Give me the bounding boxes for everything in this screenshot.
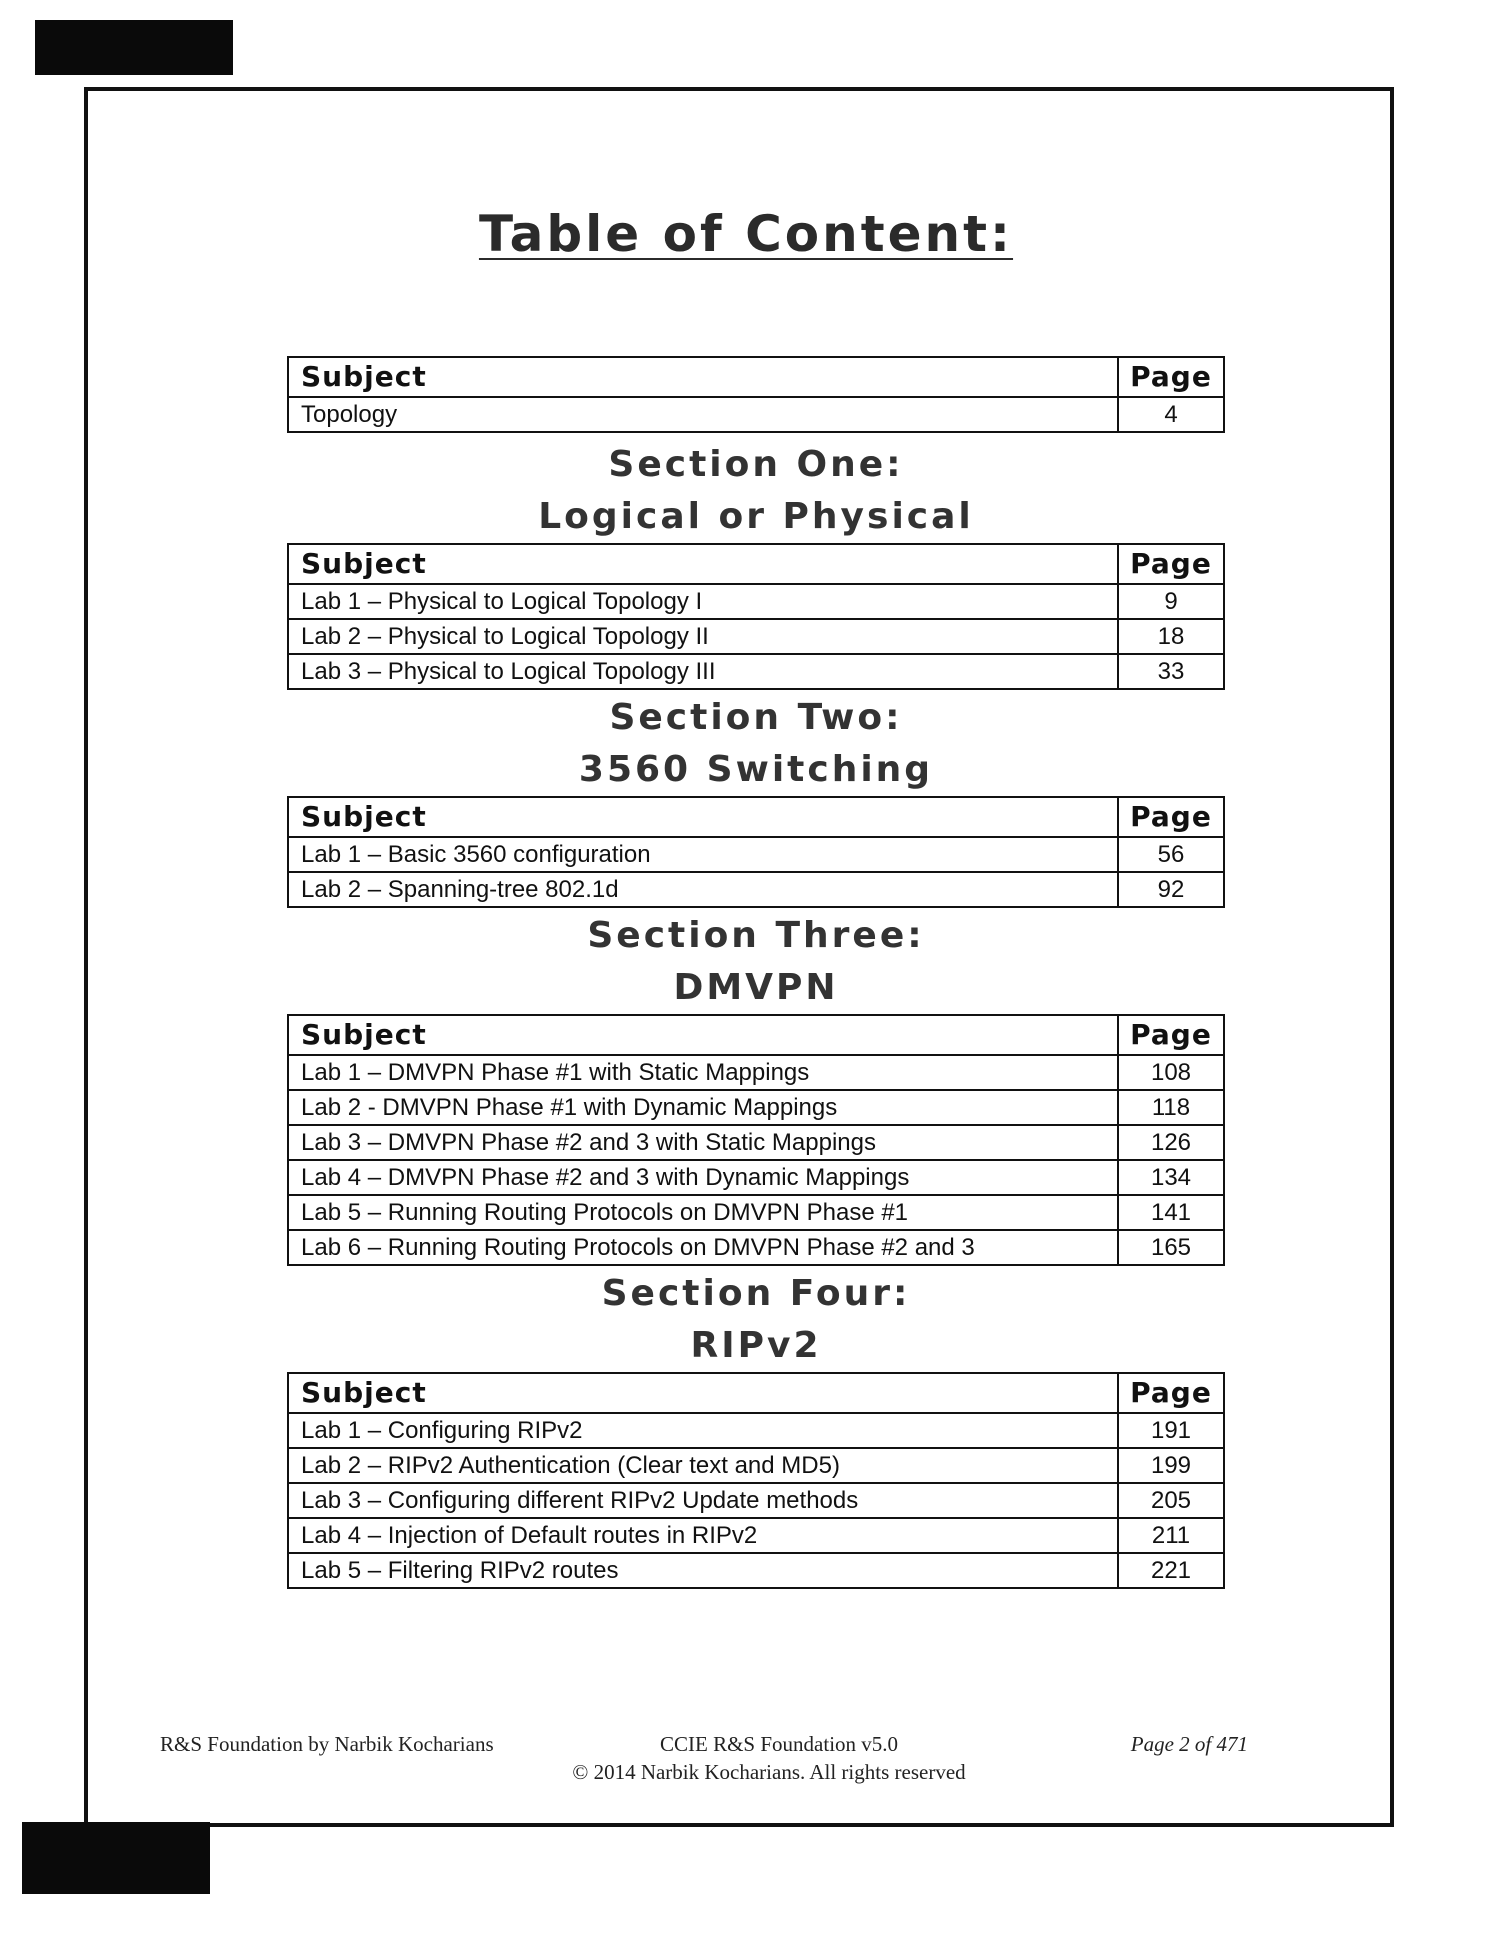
subject-cell: Lab 4 – DMVPN Phase #2 and 3 with Dynamic Mappings (288, 1160, 1118, 1195)
table-row (288, 1483, 1224, 1518)
page-header: Page (1118, 357, 1224, 397)
page-number-cell: 92 (1118, 872, 1224, 907)
page-number-cell: 18 (1118, 619, 1224, 654)
redaction-bar-bottom (22, 1822, 210, 1894)
subject-cell: Lab 1 – Physical to Logical Topology I (288, 584, 1118, 619)
table-row (288, 654, 1224, 689)
table-row (288, 1230, 1224, 1265)
table-row (288, 1125, 1224, 1160)
section-title: 3560 Switching (578, 749, 934, 790)
subject-cell: Lab 3 – DMVPN Phase #2 and 3 with Static Mappings (288, 1125, 1118, 1160)
subject-cell: Lab 5 – Filtering RIPv2 routes (288, 1553, 1118, 1588)
table-row (288, 1090, 1224, 1125)
table-header-row (288, 1373, 1224, 1413)
intro-table (287, 356, 1225, 433)
section-one-heading (287, 439, 1225, 543)
section-title: Logical or Physical (538, 496, 974, 537)
subject-cell: Lab 3 – Physical to Logical Topology III (288, 654, 1118, 689)
table-header-row (288, 797, 1224, 837)
section-one-table (287, 543, 1225, 690)
section-two-table (287, 796, 1225, 908)
subject-header: Subject (288, 357, 1118, 397)
subject-header: Subject (288, 797, 1118, 837)
section-label: Section Four: (601, 1273, 911, 1314)
section-four-table (287, 1372, 1225, 1589)
footer-page-number: Page 2 of 471 (1130, 1732, 1248, 1756)
page-number-cell: 118 (1118, 1090, 1224, 1125)
section-two-heading (287, 692, 1225, 796)
redaction-bar-top (35, 20, 233, 75)
table-row (288, 837, 1224, 872)
section-three-table (287, 1014, 1225, 1266)
page-number-cell: 221 (1118, 1553, 1224, 1588)
page-number-cell: 126 (1118, 1125, 1224, 1160)
page-footer (160, 1732, 1248, 1785)
subject-header: Subject (288, 1015, 1118, 1055)
subject-cell: Lab 2 – RIPv2 Authentication (Clear text and MD5) (288, 1448, 1118, 1483)
page-header: Page (1118, 544, 1224, 584)
table-row (288, 1413, 1224, 1448)
subject-cell: Lab 2 – Spanning-tree 802.1d (288, 872, 1118, 907)
table-row (288, 1553, 1224, 1588)
subject-cell: Topology (288, 397, 1118, 432)
table-row (288, 1448, 1224, 1483)
page-number-cell: 4 (1118, 397, 1224, 432)
footer-copyright: © 2014 Narbik Kocharians. All rights reserved (572, 1760, 966, 1784)
subject-cell: Lab 4 – Injection of Default routes in RIPv2 (288, 1518, 1118, 1553)
section-four-heading (287, 1268, 1225, 1372)
page-number-cell: 141 (1118, 1195, 1224, 1230)
page-title-text: Table of Content: (478, 205, 1014, 263)
table-header-row (288, 1015, 1224, 1055)
subject-cell: Lab 5 – Running Routing Protocols on DMVPN Phase #1 (288, 1195, 1118, 1230)
page-number-cell: 211 (1118, 1518, 1224, 1553)
subject-cell: Lab 6 – Running Routing Protocols on DMVPN Phase #2 and 3 (288, 1230, 1118, 1265)
table-row (288, 872, 1224, 907)
table-header-row (288, 357, 1224, 397)
table-row (288, 619, 1224, 654)
page-header: Page (1118, 1373, 1224, 1413)
page-number-cell: 56 (1118, 837, 1224, 872)
page-number-cell: 191 (1118, 1413, 1224, 1448)
subject-cell: Lab 2 – Physical to Logical Topology II (288, 619, 1118, 654)
section-title: RIPv2 (690, 1325, 822, 1366)
footer-author: R&S Foundation by Narbik Kocharians (160, 1732, 494, 1756)
section-three-heading (287, 910, 1225, 1014)
page-number-cell: 33 (1118, 654, 1224, 689)
section-label: Section One: (608, 444, 904, 485)
subject-cell: Lab 1 – Configuring RIPv2 (288, 1413, 1118, 1448)
subject-cell: Lab 3 – Configuring different RIPv2 Update methods (288, 1483, 1118, 1518)
table-row (288, 1195, 1224, 1230)
subject-cell: Lab 1 – DMVPN Phase #1 with Static Mappings (288, 1055, 1118, 1090)
table-row (288, 1518, 1224, 1553)
section-label: Section Two: (609, 697, 903, 738)
table-row (288, 584, 1224, 619)
page-number-cell: 108 (1118, 1055, 1224, 1090)
page-title (0, 205, 1492, 263)
section-label: Section Three: (587, 915, 925, 956)
table-header-row (288, 544, 1224, 584)
page-number-cell: 134 (1118, 1160, 1224, 1195)
footer-book-title: CCIE R&S Foundation v5.0 (660, 1732, 899, 1756)
footer-row (160, 1732, 1248, 1760)
subject-cell: Lab 2 - DMVPN Phase #1 with Dynamic Mappings (288, 1090, 1118, 1125)
table-of-contents (287, 356, 1225, 1589)
page-number-cell: 199 (1118, 1448, 1224, 1483)
table-row (288, 1055, 1224, 1090)
subject-header: Subject (288, 1373, 1118, 1413)
subject-header: Subject (288, 544, 1118, 584)
section-title: DMVPN (673, 967, 839, 1008)
table-row (288, 397, 1224, 432)
page-number-cell: 165 (1118, 1230, 1224, 1265)
page-header: Page (1118, 1015, 1224, 1055)
page-number-cell: 205 (1118, 1483, 1224, 1518)
table-row (288, 1160, 1224, 1195)
page-number-cell: 9 (1118, 584, 1224, 619)
subject-cell: Lab 1 – Basic 3560 configuration (288, 837, 1118, 872)
page-header: Page (1118, 797, 1224, 837)
